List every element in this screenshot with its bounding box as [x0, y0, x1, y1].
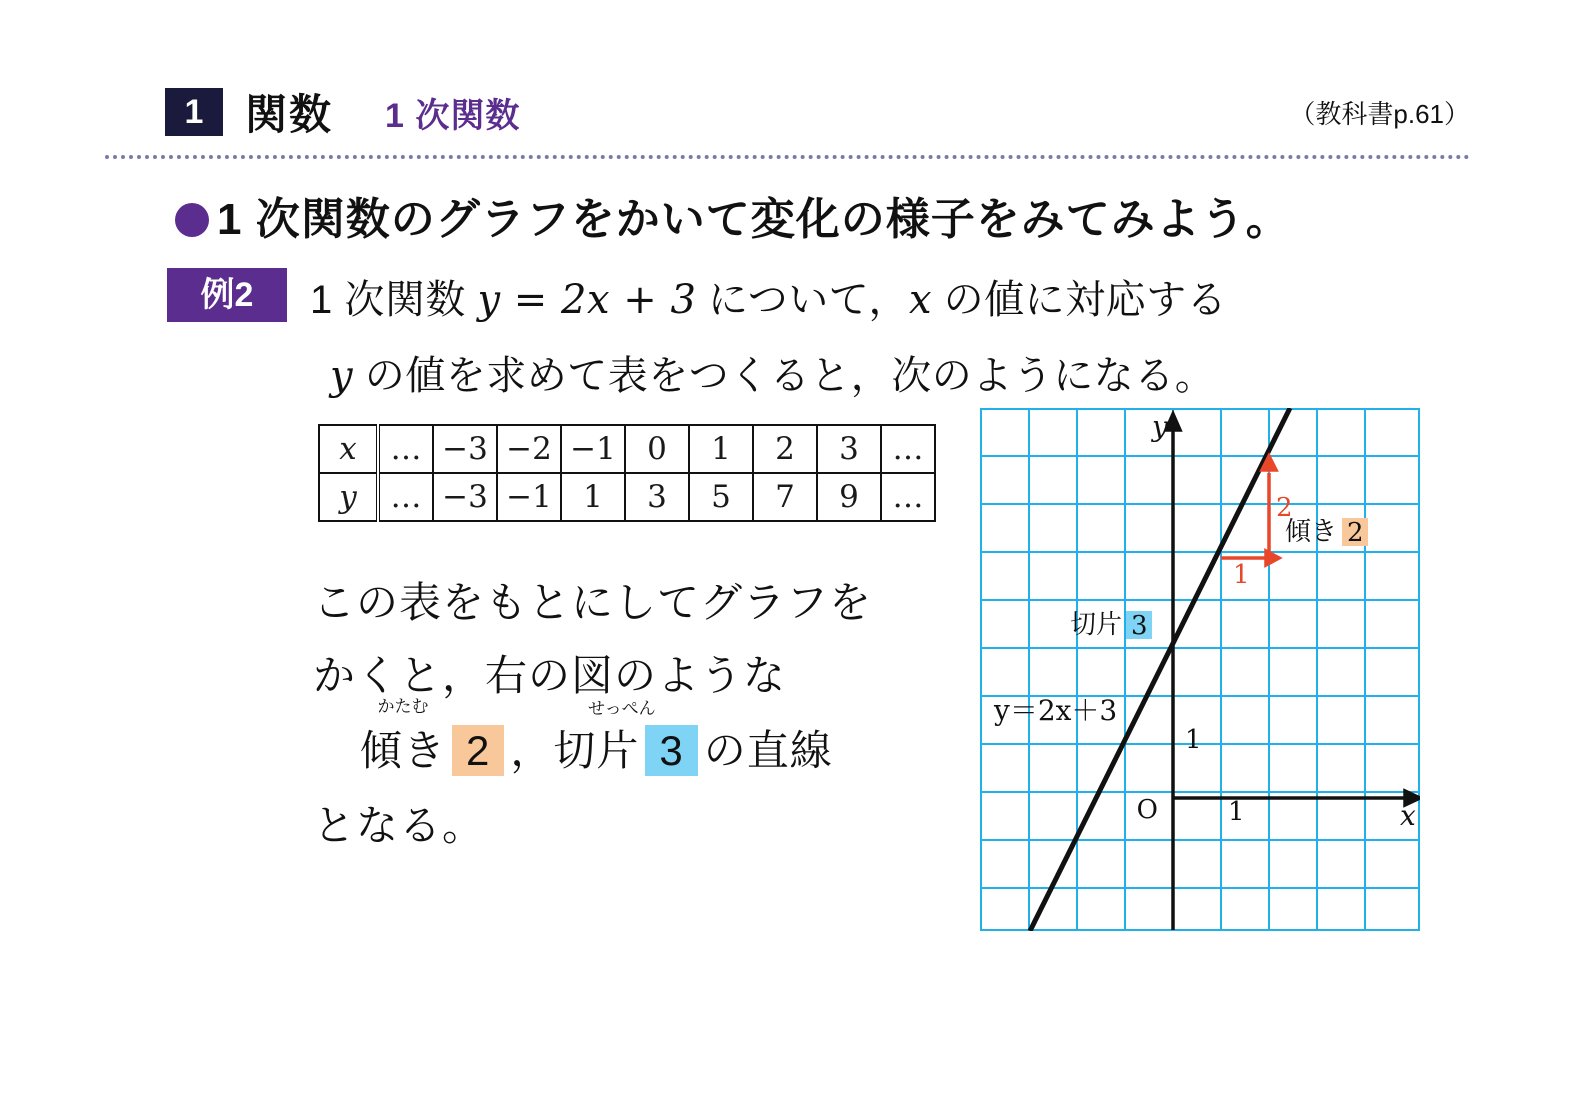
chapter-title: 関数: [245, 91, 334, 138]
equation-label: y＝2x＋3: [994, 694, 1118, 727]
function-line: [1030, 408, 1290, 931]
example-line1-mid: について，: [696, 278, 909, 322]
table-row-label-y: y: [319, 473, 378, 521]
slope-ruby: かたむ: [377, 697, 429, 716]
run-label: 1: [1233, 560, 1250, 590]
value-table: [318, 424, 936, 522]
table-cell: −3: [433, 425, 497, 473]
slope-arrows: [1221, 456, 1279, 565]
header-divider: [105, 155, 1470, 159]
y-axis-label: y: [1152, 410, 1168, 443]
table-cell: 1: [689, 425, 753, 473]
body-line3-post: の直線: [703, 727, 833, 774]
table-row: [319, 473, 935, 521]
table-cell: 7: [753, 473, 817, 521]
table-cell: 3: [625, 473, 689, 521]
x-axis-label: x: [1400, 799, 1416, 832]
section-title: 1 次関数: [385, 97, 521, 135]
example-line-2: [330, 344, 1215, 401]
table-cell: 2: [753, 425, 817, 473]
table-cell: 0: [625, 425, 689, 473]
example-equation: y = 2x + 3: [477, 277, 697, 323]
slope-annotation-value: 2: [1347, 518, 1364, 548]
bullet-icon: [175, 203, 209, 237]
body-line-2: かくと，右の図のような: [313, 652, 787, 699]
table-cell: …: [378, 473, 433, 521]
grid-lines: [981, 409, 1419, 930]
origin-label: O: [1136, 795, 1158, 825]
body-line-1: この表をもとにしてグラフを: [313, 579, 873, 626]
example-badge: 例2: [167, 268, 287, 322]
table-cell: 1: [561, 473, 625, 521]
axes: [1166, 414, 1420, 930]
slope-annotation-label: 傾き: [1285, 516, 1338, 546]
linear-function-graph: [980, 408, 1420, 931]
textbook-reference: （教科書p.61）: [1289, 99, 1470, 129]
table-cell: −1: [561, 425, 625, 473]
example-variable-y: y: [330, 353, 354, 399]
table-cell: −3: [433, 473, 497, 521]
table-cell: 3: [817, 425, 881, 473]
table-cell: …: [881, 425, 935, 473]
body-line-4: となる。: [313, 802, 486, 849]
example-variable-x: x: [908, 277, 933, 323]
body-line3-mid: ，切片: [510, 727, 640, 774]
table-cell: −2: [497, 425, 561, 473]
table-cell: −1: [497, 473, 561, 521]
chapter-number-badge: 1: [165, 88, 223, 136]
intercept-annotation-label: 切片: [1070, 609, 1123, 639]
slope-word: [360, 697, 447, 778]
table-cell: 9: [817, 473, 881, 521]
table-row: [319, 425, 935, 473]
table-row-label-x: x: [319, 425, 378, 473]
y-tick-one: 1: [1185, 725, 1202, 755]
example-line1-pre: 1 次関数: [310, 278, 478, 322]
lead-statement: [175, 183, 1291, 247]
lead-statement-text: 1 次関数のグラフをかいて変化の様子をみてみよう。: [217, 195, 1291, 244]
example-line2-post: の値を求めて表をつくると，次のようになる。: [353, 354, 1216, 398]
intercept-value-highlight: 3: [645, 725, 697, 776]
graph-figure: [980, 408, 1420, 931]
example-line1-post: の値に対応する: [932, 278, 1228, 322]
example-line-1: [310, 268, 1227, 325]
intercept-annotation-value: 3: [1131, 611, 1148, 641]
table-cell: 5: [689, 473, 753, 521]
table-cell: …: [378, 425, 433, 473]
slope-value-highlight: 2: [452, 725, 504, 776]
x-tick-one: 1: [1228, 797, 1245, 827]
intercept-ruby: せっぺん: [588, 699, 656, 718]
rise-label: 2: [1276, 493, 1293, 523]
page-header: [110, 78, 1470, 148]
slope-word-text: 傾き: [360, 727, 447, 774]
table-cell: …: [881, 473, 935, 521]
